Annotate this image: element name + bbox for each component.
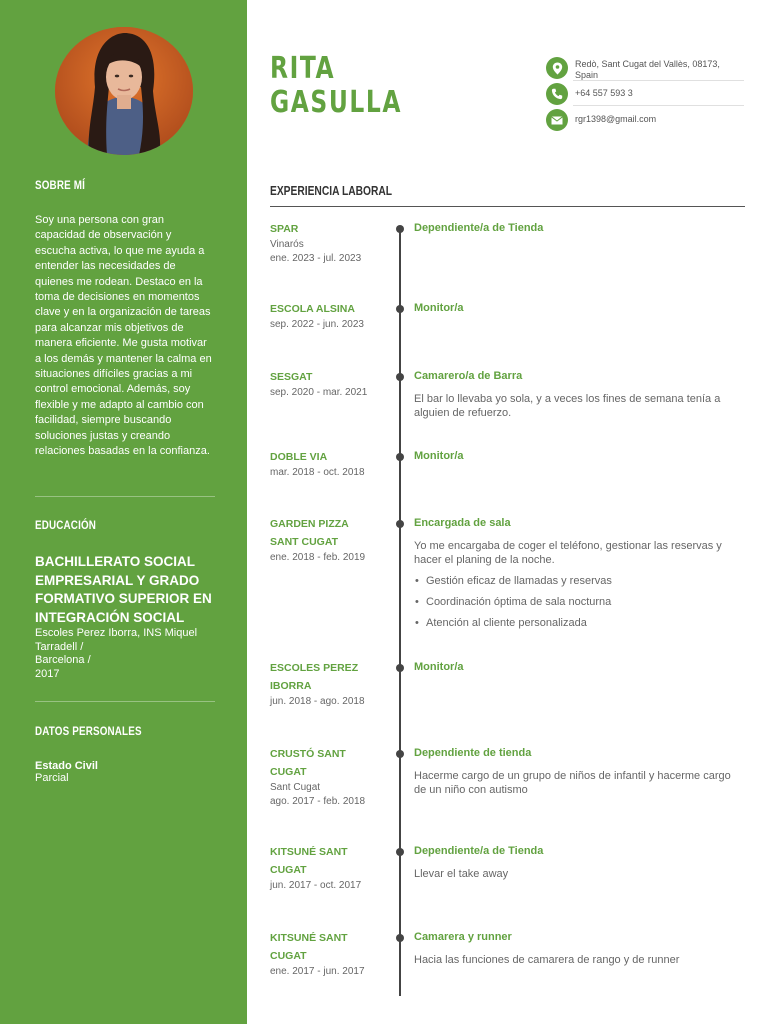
timeline-dot (396, 750, 404, 758)
timeline-dot (396, 520, 404, 528)
company-name-line-2: CUGAT (270, 950, 307, 962)
company-name: DOBLE VIA (270, 451, 328, 463)
list-item: • Atención al cliente personalizada (414, 616, 732, 630)
timeline-dot (396, 225, 404, 233)
list-item: • Gestión eficaz de llamadas y reservas (414, 574, 732, 588)
job-dates: ago. 2017 - feb. 2018 (270, 795, 366, 807)
timeline-dot (396, 664, 404, 672)
company-name: GARDEN PIZZA (270, 518, 349, 530)
education-heading: EDUCACIÓN (35, 518, 97, 532)
company-name-line-2: CUGAT (270, 864, 307, 876)
timeline-dot (396, 848, 404, 856)
contact-email[interactable] (546, 109, 744, 131)
company-location: Vinarós (270, 239, 304, 250)
timeline-dot (396, 305, 404, 313)
envelope-icon (546, 109, 568, 131)
list-item: • Coordinación óptima de sala nocturna (414, 595, 732, 609)
email-text[interactable]: rgr1398@gmail.com (575, 114, 657, 124)
job-dates: ene. 2017 - jun. 2017 (270, 966, 365, 977)
company-name: ESCOLES PEREZ (270, 662, 359, 674)
education-city: Barcelona / (35, 654, 91, 666)
timeline-dot (396, 453, 404, 461)
company-name: SESGAT (270, 371, 313, 383)
job-dates: sep. 2022 - jun. 2023 (270, 319, 364, 330)
job-dates: jun. 2018 - ago. 2018 (270, 696, 365, 707)
job-dates: ene. 2018 - feb. 2019 (270, 552, 366, 563)
company-location: Sant Cugat (270, 782, 321, 793)
job-role: Encargada de sala (414, 517, 511, 529)
profile-photo (55, 27, 193, 155)
company-name: KITSUNÉ SANT (270, 846, 348, 858)
contact-address (546, 57, 744, 80)
personal-section (35, 724, 215, 738)
job-role: Camarera y runner (414, 931, 512, 943)
company-name: KITSUNÉ SANT (270, 932, 348, 944)
contact-phone[interactable] (546, 83, 744, 105)
achievements-list (414, 574, 732, 630)
job-description: Hacerme cargo de un grupo de niños de infantil y hacerme cargo de un niño con autismo (414, 770, 731, 796)
profile-photo-image (55, 27, 193, 155)
job-role: Dependiente/a de Tienda (414, 845, 544, 857)
job-dates: sep. 2020 - mar. 2021 (270, 387, 368, 398)
experience-rule (270, 206, 745, 207)
address-text: Redò, Sant Cugat del Vallès, 08173, Spain (575, 59, 720, 80)
divider (35, 496, 215, 497)
job-role: Dependiente de tienda (414, 747, 532, 759)
education-section (35, 518, 215, 532)
education-year: 2017 (35, 667, 60, 680)
about-body (35, 213, 215, 460)
job-role: Monitor/a (414, 661, 464, 673)
divider (35, 701, 215, 702)
company-name-line-2: IBORRA (270, 680, 312, 692)
company-name: ESCOLA ALSINA (270, 303, 355, 315)
marital-status-value: Parcial (35, 772, 69, 784)
last-name: GASULLA (270, 85, 403, 120)
job-dates: mar. 2018 - oct. 2018 (270, 467, 365, 478)
job-role: Monitor/a (414, 302, 464, 314)
company-name: CRUSTÓ SANT (270, 748, 346, 760)
timeline-dot (396, 934, 404, 942)
job-dates: ene. 2023 - jul. 2023 (270, 252, 362, 264)
job-description: Llevar el take away (414, 868, 509, 880)
sidebar (0, 0, 247, 1024)
job-role: Dependiente/a de Tienda (414, 222, 544, 234)
company-name-line-2: SANT CUGAT (270, 536, 339, 548)
job-description: Hacia las funciones de camarera de rango y de runner (414, 954, 680, 966)
education-title: BACHILLERATO SOCIAL EMPRESARIAL Y GRADO FORMATIVO SUPERIOR EN INTEGRACIÓN SOCIAL (35, 554, 212, 625)
about-text: Soy una persona con gran capacidad de observación y escucha activa, lo que me ayuda a entender las necesidades de quienes me rodean. Destaco en la toma de decisiones en momentos clave y en la organización de tareas para alcanzar mis objetivos de manera eficiente. Me gusta motivar a los demás y mantener la calma en situaciones difíciles gracias a mi control emocional. Además, soy flexible y me adapto al cambio con facilidad, siempre buscando soluciones justas y creando relaciones basadas en la confianza. (35, 214, 212, 458)
contact-divider (573, 105, 744, 106)
job-description: Yo me encargaba de coger el teléfono, gestionar las reservas y hacer el planing de la noche. (414, 540, 722, 566)
job-role: Camarero/a de Barra (414, 370, 523, 382)
about-section (35, 178, 215, 192)
candidate-name (270, 52, 402, 120)
about-heading: SOBRE MÍ (35, 178, 85, 192)
company-name: SPAR (270, 223, 299, 235)
phone-text[interactable]: +64 557 593 3 (575, 88, 633, 98)
location-pin-icon (546, 57, 568, 79)
job-role: Monitor/a (414, 450, 464, 462)
job-dates: jun. 2017 - oct. 2017 (270, 880, 362, 891)
personal-body (35, 760, 215, 786)
personal-heading: DATOS PERSONALES (35, 724, 142, 738)
job-description: El bar lo llevaba yo sola, y a veces los fines de semana tenía a alguien de refuerzo. (414, 393, 721, 419)
phone-icon (546, 83, 568, 105)
education-school: Escoles Perez Iborra, INS Miquel Tarradell / (35, 627, 198, 653)
timeline-dot (396, 373, 404, 381)
first-name: RITA (270, 51, 336, 86)
education-body (35, 553, 215, 681)
contact-divider (573, 80, 744, 81)
company-name-line-2: CUGAT (270, 766, 307, 778)
marital-status-label: Estado Civil (35, 760, 98, 772)
timeline-line (399, 228, 401, 996)
experience-heading: EXPERIENCIA LABORAL (270, 184, 393, 198)
